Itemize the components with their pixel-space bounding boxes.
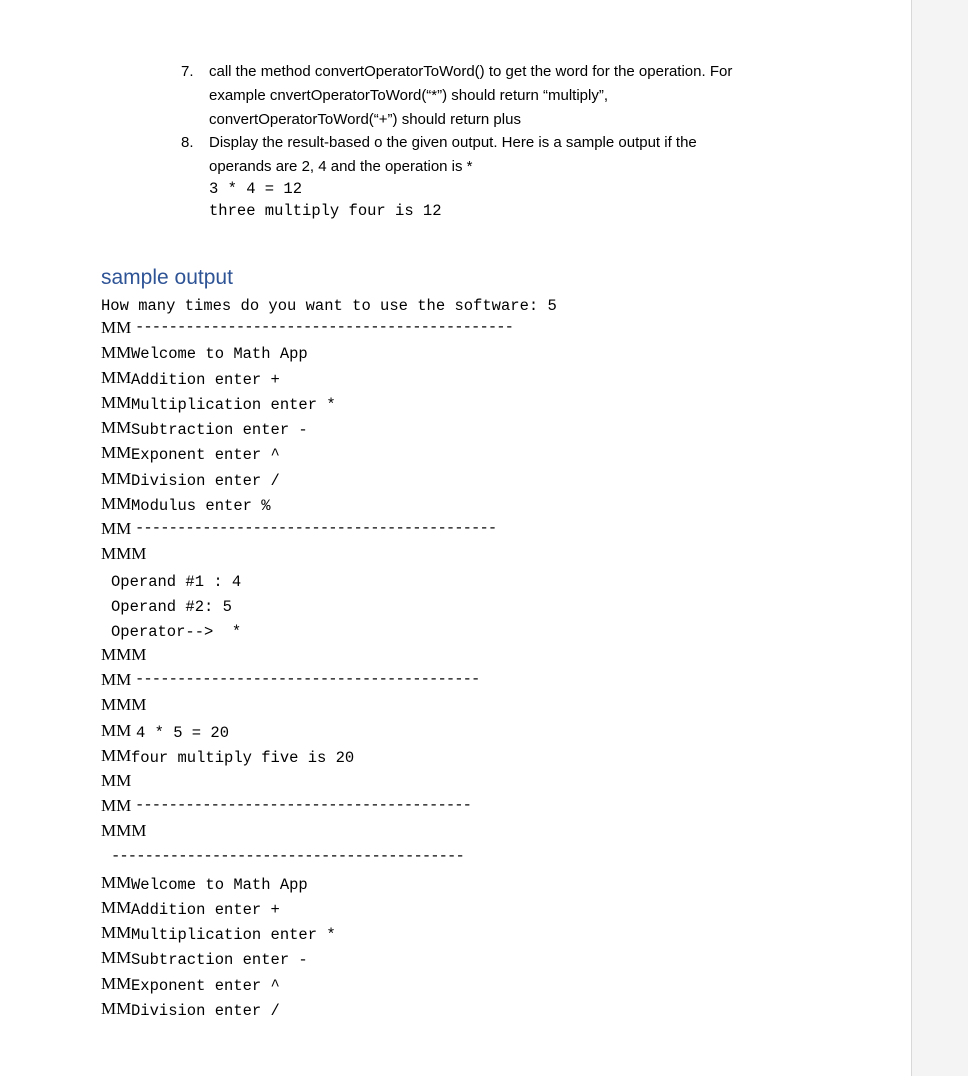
- mm-prefix: MM: [101, 721, 132, 740]
- menu-welcome: Welcome to Math App: [131, 345, 308, 363]
- mm-prefix: MM: [101, 923, 132, 942]
- menu-division: Division enter /: [131, 1002, 280, 1020]
- operator-line: Operator--> *: [111, 623, 242, 641]
- mm-prefix: MM: [101, 318, 132, 337]
- mmm-prefix: MMM: [101, 645, 147, 664]
- mm-prefix: MM: [101, 368, 132, 387]
- menu-addition: Addition enter +: [131, 901, 280, 919]
- result-words: four multiply five is 20: [131, 749, 355, 767]
- menu-modulus: Modulus enter %: [131, 497, 271, 515]
- mmm-prefix: MMM: [101, 695, 147, 714]
- step-7-line-3: convertOperatorToWord(“+”) should return plus: [209, 111, 521, 128]
- mm-prefix: MM: [101, 948, 132, 967]
- mm-prefix: MM: [101, 443, 132, 462]
- dash-line: ---------------------------------------------: [135, 318, 514, 336]
- step-7-line-1: call the method convertOperatorToWord() to get the word for the operation. For: [209, 63, 733, 80]
- step-8-line-1: Display the result-based o the given output. Here is a sample output if the: [209, 134, 697, 151]
- step-8-code-1: 3 * 4 = 12: [209, 180, 303, 198]
- step-8-line-2: operands are 2, 4 and the operation is *: [209, 158, 473, 175]
- dash-line: ------------------------------------------: [111, 847, 464, 865]
- menu-multiplication: Multiplication enter *: [131, 926, 336, 944]
- operand-2: Operand #2: 5: [111, 598, 232, 616]
- mm-prefix: MM: [101, 771, 132, 790]
- mm-prefix: MM: [101, 469, 132, 488]
- mmm-prefix: MMM: [101, 544, 147, 563]
- dash-line: ----------------------------------------: [135, 796, 472, 814]
- menu-addition: Addition enter +: [131, 371, 280, 389]
- menu-division: Division enter /: [131, 472, 280, 490]
- mm-prefix: MM: [101, 974, 132, 993]
- dash-line: -----------------------------------------: [135, 670, 480, 688]
- prompt-line: How many times do you want to use the software: 5: [101, 297, 557, 315]
- mm-prefix: MM: [101, 796, 132, 815]
- operand-1: Operand #1 : 4: [111, 573, 242, 591]
- mm-prefix: MM: [101, 519, 132, 538]
- mm-prefix: MM: [101, 670, 132, 689]
- mm-prefix: MM: [101, 746, 132, 765]
- menu-welcome: Welcome to Math App: [131, 876, 308, 894]
- menu-multiplication: Multiplication enter *: [131, 396, 336, 414]
- menu-subtraction: Subtraction enter -: [131, 421, 308, 439]
- step-8-code-2: three multiply four is 12: [209, 202, 442, 220]
- step-7-line-2: example cnvertOperatorToWord(“*”) should return “multiply”,: [209, 87, 609, 104]
- mm-prefix: MM: [101, 999, 132, 1018]
- step-8-number: 8.: [181, 134, 194, 151]
- mm-prefix: MM: [101, 418, 132, 437]
- step-7-number: 7.: [181, 63, 194, 80]
- menu-exponent: Exponent enter ^: [131, 977, 280, 995]
- menu-subtraction: Subtraction enter -: [131, 951, 308, 969]
- right-margin-panel: [911, 0, 968, 1076]
- menu-exponent: Exponent enter ^: [131, 446, 280, 464]
- mm-prefix: MM: [101, 393, 132, 412]
- mm-prefix: MM: [101, 898, 132, 917]
- dash-line: -------------------------------------------: [135, 519, 497, 537]
- result-equation: 4 * 5 = 20: [136, 724, 230, 742]
- mm-prefix: MM: [101, 343, 132, 362]
- sample-output-heading: sample output: [101, 266, 233, 289]
- mm-prefix: MM: [101, 873, 132, 892]
- mm-prefix: MM: [101, 494, 132, 513]
- mmm-prefix: MMM: [101, 821, 147, 840]
